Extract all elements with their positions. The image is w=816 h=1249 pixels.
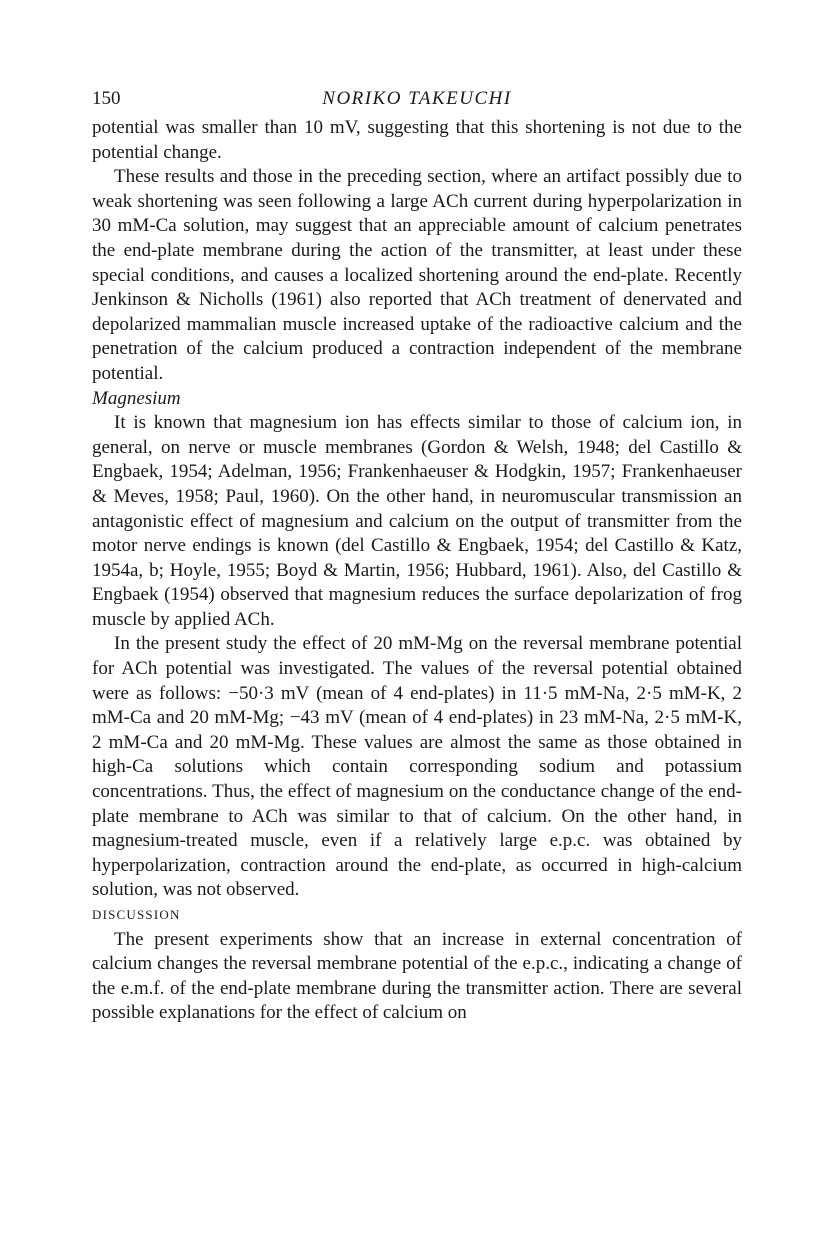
section-heading-discussion: DISCUSSION: [92, 907, 181, 922]
article-body: [92, 116, 742, 1026]
running-title: NORIKO TAKEUCHI: [322, 88, 512, 109]
journal-page: [92, 88, 742, 1026]
paragraph-calcium-penetration: These results and those in the preceding section, where an artifact possibly due to weak shortening was seen following a large ACh current during hyperpolarization in 30 mM-Ca solution, may suggest that an appreciable amount of calcium penetrates the end-plate membrane during the action of the transmitter, at least under these special conditions, and causes a localized shortening around the end-plate. Recently Jenkinson & Nicholls (1961) also reported that ACh treatment of denervated and depolarized mammalian muscle increased uptake of the radioactive calcium and the penetration of the calcium produced a contraction independent of the membrane potential.: [92, 166, 742, 384]
section-heading-magnesium: Magnesium: [92, 387, 181, 409]
page-number: 150: [92, 88, 121, 109]
paragraph-discussion: The present experiments show that an increase in external concentration of calcium changes the reversal membrane potential of the e.p.c., indicating a change of the e.m.f. of the end-plate membrane during the transmitter action. There are several possible explanations for the effect of calcium on: [92, 928, 742, 1024]
paragraph-continuation: potential was smaller than 10 mV, suggesting that this shortening is not due to the potential change.: [92, 117, 742, 163]
paragraph-magnesium-results: In the present study the effect of 20 mM-Mg on the reversal membrane potential for ACh potential was investigated. The values of the reversal potential obtained were as follows: −50·3 mV (mean of 4 end-plates) in 11·5 mM-Na, 2·5 mM-K, 2 mM-Ca and 20 mM-Mg; −43 mV (mean of 4 end-plates) in 23 mM-Na, 2·5 mM-K, 2 mM-Ca and 20 mM-Mg. These values are almost the same as those obtained in high-Ca solutions which contain corresponding sodium and potassium concentrations. Thus, the effect of magnesium on the conductance change of the end-plate membrane to ACh was similar to that of calcium. On the other hand, in magnesium-treated muscle, even if a relatively large e.p.c. was obtained by hyperpolarization, contraction around the end-plate, as occurred in high-calcium solution, was not observed.: [92, 633, 742, 901]
running-head: [92, 88, 742, 116]
paragraph-magnesium-background: It is known that magnesium ion has effects similar to those of calcium ion, in general, on nerve or muscle membranes (Gordon & Welsh, 1948; del Castillo & Engbaek, 1954; Adelman, 1956; Frankenhaeuser & Hodgkin, 1957; Frankenhaeuser & Meves, 1958; Paul, 1960). On the other hand, in neuromuscular transmission an antagonistic effect of magnesium and calcium on the output of transmitter from the motor nerve endings is known (del Castillo & Engbaek, 1954; del Castillo & Katz, 1954a, b; Hoyle, 1955; Boyd & Martin, 1956; Hubbard, 1961). Also, del Castillo & Engbaek (1954) observed that magnesium reduces the surface depolarization of frog muscle by applied ACh.: [92, 412, 742, 630]
